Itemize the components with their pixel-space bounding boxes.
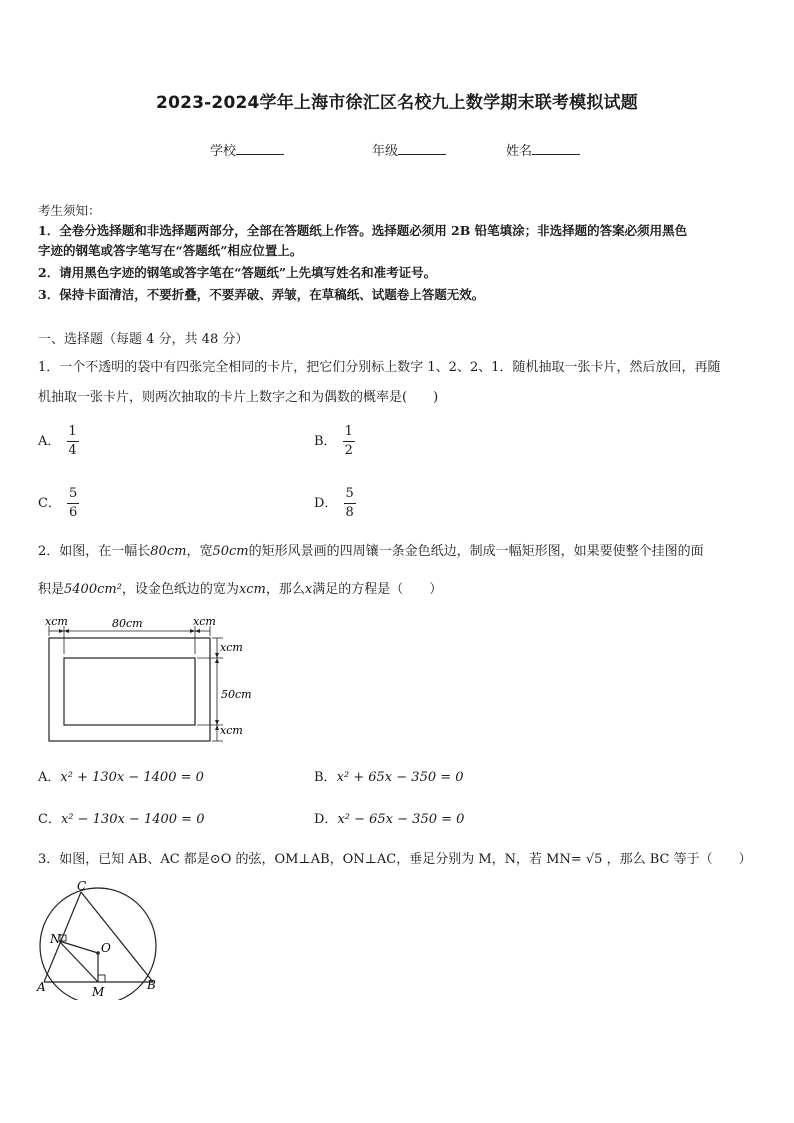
label-right-bottom: xcm [220,724,243,737]
label-top-right: xcm [193,615,216,628]
name-blank [532,142,580,155]
frame-diagram [40,612,270,747]
label-right-top: xcm [220,641,243,654]
page-title: 2023-2024学年上海市徐汇区名校九上数学期末联考模拟试题 [156,93,638,113]
q2-option-c: C．x² − 130x − 1400 = 0 [38,812,205,827]
point-c-label: C [77,880,87,893]
right-angle-m [98,975,105,982]
point-n-label: N [50,932,61,946]
q1-line-1: 1．一个不透明的袋中有四张完全相同的卡片，把它们分别标上数字 1、2、2、1．随机抽取一张卡片，然后放回，再随 [38,360,721,375]
q2-option-a: A．x² + 130x − 1400 = 0 [38,770,204,785]
circle-diagram [34,880,164,1000]
school-blank [236,142,284,155]
grade-label: 年级 [372,144,399,159]
notice-item-1b: 字迹的钢笔或答字笔写在“答题纸”相应位置上。 [38,243,303,258]
q2-line-2: 积是5400cm²，设金色纸边的宽为xcm，那么x满足的方程是（ ） [38,582,443,597]
grade-blank [398,142,446,155]
point-a-label: A [37,980,46,994]
point-o-label: O [101,941,111,955]
name-field [506,140,580,159]
notice-item-3: 3．保持卡面清洁，不要折叠，不要弄破、弄皱，在草稿纸、试题卷上答题无效。 [38,287,485,302]
school-label: 学校 [210,144,237,159]
chord-bc [81,892,153,982]
label-top-mid: 80cm [112,617,143,630]
notice-item-2: 2．请用黑色字迹的钢笔或答字笔在“答题纸”上先填写姓名和准考证号。 [38,265,437,280]
school-field [210,140,284,159]
q2-option-b: B．x² + 65x − 350 = 0 [314,770,464,785]
q1-option-b: B． $\frac{1}{2}$ [314,424,353,458]
name-label: 姓名 [506,144,533,159]
grade-field [372,140,446,159]
section-heading: 一、选择题（每题 4 分，共 48 分） [38,332,249,347]
q2-option-d: D．x² − 65x − 350 = 0 [314,812,465,827]
q1-option-d: D． $\frac{5}{8}$ [314,486,354,520]
label-right-mid: 50cm [221,688,252,701]
center-dot [96,951,100,955]
inner-painting [64,658,195,725]
q3-line: 3．如图，已知 AB、AC 都是⊙O 的弦，OM⊥AB，ON⊥AC，垂足分别为 M，N，若 MN= √5 ，那么 BC 等于（ ） [38,852,752,867]
q1-option-a: A． $\frac{1}{4}$ [38,424,77,458]
point-m-label: M [92,985,105,999]
q1-option-c: C． $\frac{5}{6}$ [38,486,78,520]
q1-line-2: 机抽取一张卡片，则两次抽取的卡片上数字之和为偶数的概率是( ) [38,390,439,405]
point-b-label: B [147,978,156,992]
q2-line-1: 2．如图，在一幅长80cm，宽50cm的矩形风景画的四周镶一条金色纸边，制成一幅矩形图，如果要使整个挂图的面 [38,544,704,559]
notice-item-1a: 1．全卷分选择题和非选择题两部分，全部在答题纸上作答。选择题必须用 2B 铅笔填涂；非选择题的答案必须用黑色 [38,223,688,238]
label-top-left: xcm [45,615,68,628]
notice-heading: 考生须知： [38,203,101,218]
